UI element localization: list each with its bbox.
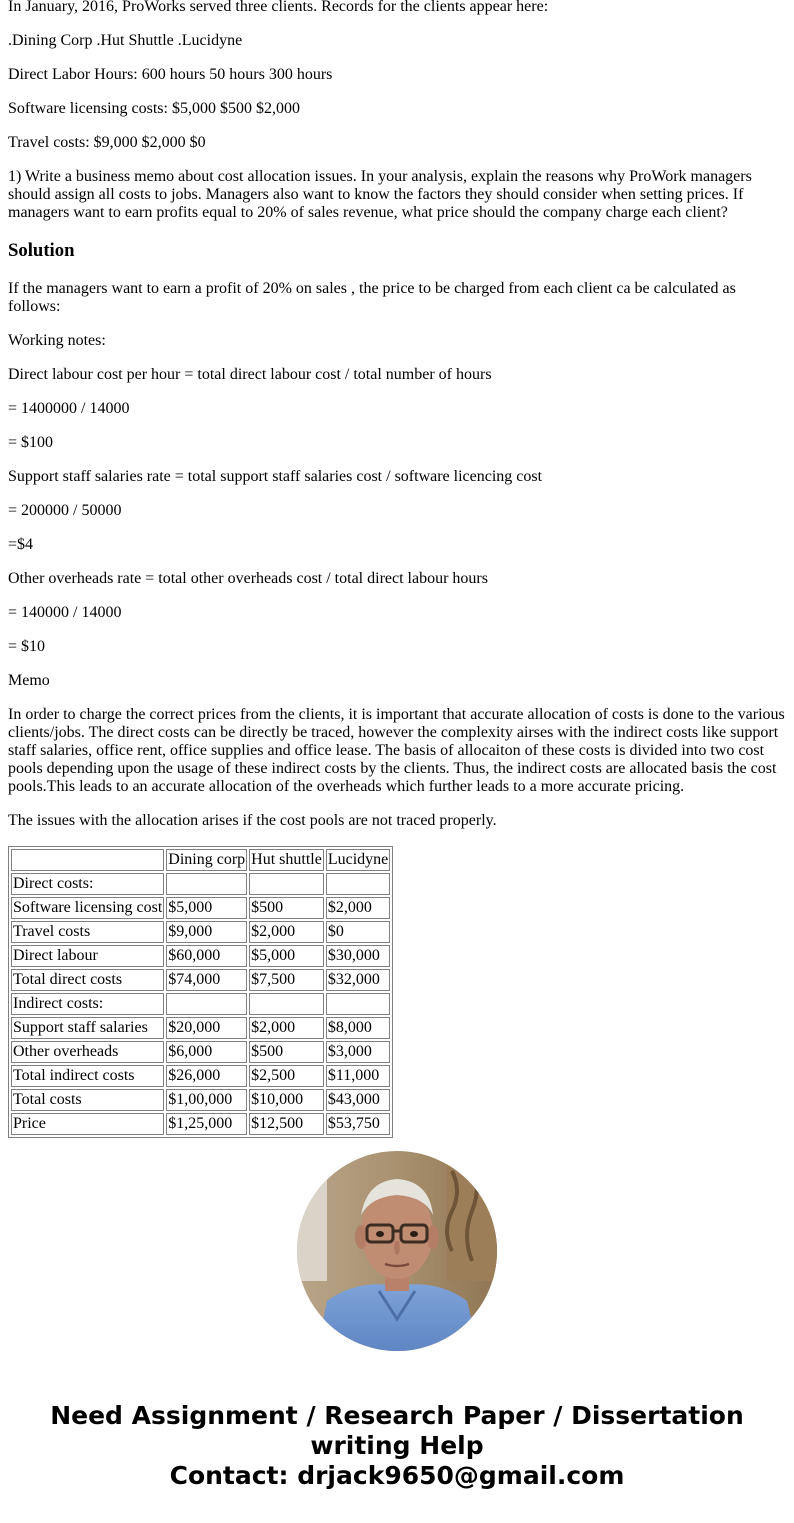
- table-cell: $2,000: [249, 1017, 324, 1039]
- table-header-cell: Hut shuttle: [249, 849, 324, 871]
- intro-paragraph: In January, 2016, ProWorks served three clients. Records for the clients appear here:: [8, 0, 549, 15]
- table-cell: $8,000: [326, 1017, 390, 1039]
- table-cell: $60,000: [166, 945, 247, 967]
- table-cell: [249, 873, 324, 895]
- table-row: [11, 1113, 390, 1135]
- promo-line-1: Need Assignment / Research Paper / Dissertation: [50, 1401, 744, 1430]
- table-cell: $500: [249, 1041, 324, 1063]
- table-row: [11, 897, 390, 919]
- table-row: [11, 1065, 390, 1087]
- promo-contact[interactable]: Contact: drjack9650@gmail.com: [169, 1461, 625, 1490]
- table-cell: $12,500: [249, 1113, 324, 1135]
- table-row: [11, 1089, 390, 1111]
- table-cell: $20,000: [166, 1017, 247, 1039]
- table-cell: $26,000: [166, 1065, 247, 1087]
- table-row: [11, 1041, 390, 1063]
- table-cell: $2,500: [249, 1065, 324, 1087]
- table-cell: $32,000: [326, 969, 390, 991]
- table-cell: [326, 873, 390, 895]
- table-header-cell: [11, 849, 164, 871]
- promo-line-2: writing Help: [310, 1431, 484, 1460]
- table-cell: $0: [326, 921, 390, 943]
- direct-labor-line: Direct Labor Hours: 600 hours 50 hours 300 hours: [8, 66, 333, 83]
- travel-line: Travel costs: $9,000 $2,000 $0: [8, 134, 206, 151]
- memo-label: Memo: [8, 672, 50, 689]
- table-cell: $10,000: [249, 1089, 324, 1111]
- overhead-rate-calc: = 140000 / 14000: [8, 604, 122, 621]
- table-cell: Indirect costs:: [11, 993, 164, 1015]
- table-cell: Total direct costs: [11, 969, 164, 991]
- table-cell: Travel costs: [11, 921, 164, 943]
- software-line: Software licensing costs: $5,000 $500 $2,000: [8, 100, 300, 117]
- table-cell: $30,000: [326, 945, 390, 967]
- labour-rate-calc: = 1400000 / 14000: [8, 400, 130, 417]
- question-paragraph: 1) Write a business memo about cost allocation issues. In your analysis, explain the reasons why ProWork managers should assign all costs to jobs. Managers also want to know the factors they should consider when setting prices. If managers want to earn profits equal to 20% of sales revenue, what price should the company charge each client?: [8, 168, 752, 221]
- table-cell: $5,000: [249, 945, 324, 967]
- table-cell: Other overheads: [11, 1041, 164, 1063]
- table-cell: $1,25,000: [166, 1113, 247, 1135]
- table-header-cell: Dining corp: [166, 849, 247, 871]
- table-cell: $5,000: [166, 897, 247, 919]
- table-row: [11, 969, 390, 991]
- clients-line: .Dining Corp .Hut Shuttle .Lucidyne: [8, 32, 243, 49]
- memo-body: In order to charge the correct prices from the clients, it is important that accurate allocation of costs is done to the various clients/jobs. The direct costs can be directly be traced, however the complexity airses with the indirect costs like support staff salaries, office rent, office supplies and office lease. The basis of allocaiton of these costs is divided into two cost pools depending upon the usage of these indirect costs by the clients. Thus, the indirect costs are allocated basis the cost pools.This leads to an accurate allocation of the overheads which further leads to a more accurate pricing.: [8, 706, 785, 795]
- table-header-cell: Lucidyne: [326, 849, 390, 871]
- table-cell: $11,000: [326, 1065, 390, 1087]
- table-row: [11, 945, 390, 967]
- table-cell: $9,000: [166, 921, 247, 943]
- table-cell: [326, 993, 390, 1015]
- table-row: [11, 873, 390, 895]
- table-cell: $500: [249, 897, 324, 919]
- table-cell: Direct costs:: [11, 873, 164, 895]
- support-rate-formula: Support staff salaries rate = total support staff salaries cost / software licencing cost: [8, 468, 543, 485]
- overhead-rate-formula: Other overheads rate = total other overheads cost / total direct labour hours: [8, 570, 488, 587]
- table-cell: $1,00,000: [166, 1089, 247, 1111]
- table-cell: Software licensing cost: [11, 897, 164, 919]
- author-photo-icon: [297, 1151, 497, 1351]
- table-row: [11, 1017, 390, 1039]
- table-cell: [166, 873, 247, 895]
- issues-line: The issues with the allocation arises if the cost pools are not traced properly.: [8, 812, 497, 829]
- table-row: [11, 921, 390, 943]
- support-rate-result: =$4: [8, 536, 34, 553]
- table-cell: $74,000: [166, 969, 247, 991]
- table-cell: Direct labour: [11, 945, 164, 967]
- table-cell: [249, 993, 324, 1015]
- table-body: [11, 873, 390, 1135]
- support-rate-calc: = 200000 / 50000: [8, 502, 122, 519]
- table-cell: [166, 993, 247, 1015]
- table-cell: Price: [11, 1113, 164, 1135]
- promo-banner: [0, 1401, 794, 1491]
- labour-rate-result: = $100: [8, 434, 54, 451]
- cost-allocation-table: [8, 846, 393, 1138]
- table-cell: Support staff salaries: [11, 1017, 164, 1039]
- working-notes-label: Working notes:: [8, 332, 106, 349]
- author-photo: [297, 1151, 497, 1351]
- table-cell: $53,750: [326, 1113, 390, 1135]
- solution-intro: If the managers want to earn a profit of 20% on sales , the price to be charged from each client ca be calculated as follows:: [8, 280, 736, 315]
- solution-heading: Solution: [8, 240, 75, 261]
- table-row: [11, 993, 390, 1015]
- table-cell: $2,000: [249, 921, 324, 943]
- table-header-row: [11, 849, 390, 871]
- table-cell: $6,000: [166, 1041, 247, 1063]
- table-cell: $7,500: [249, 969, 324, 991]
- labour-rate-formula: Direct labour cost per hour = total direct labour cost / total number of hours: [8, 366, 492, 383]
- table-cell: $3,000: [326, 1041, 390, 1063]
- table-cell: $43,000: [326, 1089, 390, 1111]
- table-cell: Total indirect costs: [11, 1065, 164, 1087]
- table-cell: $2,000: [326, 897, 390, 919]
- overhead-rate-result: = $10: [8, 638, 46, 655]
- table-cell: Total costs: [11, 1089, 164, 1111]
